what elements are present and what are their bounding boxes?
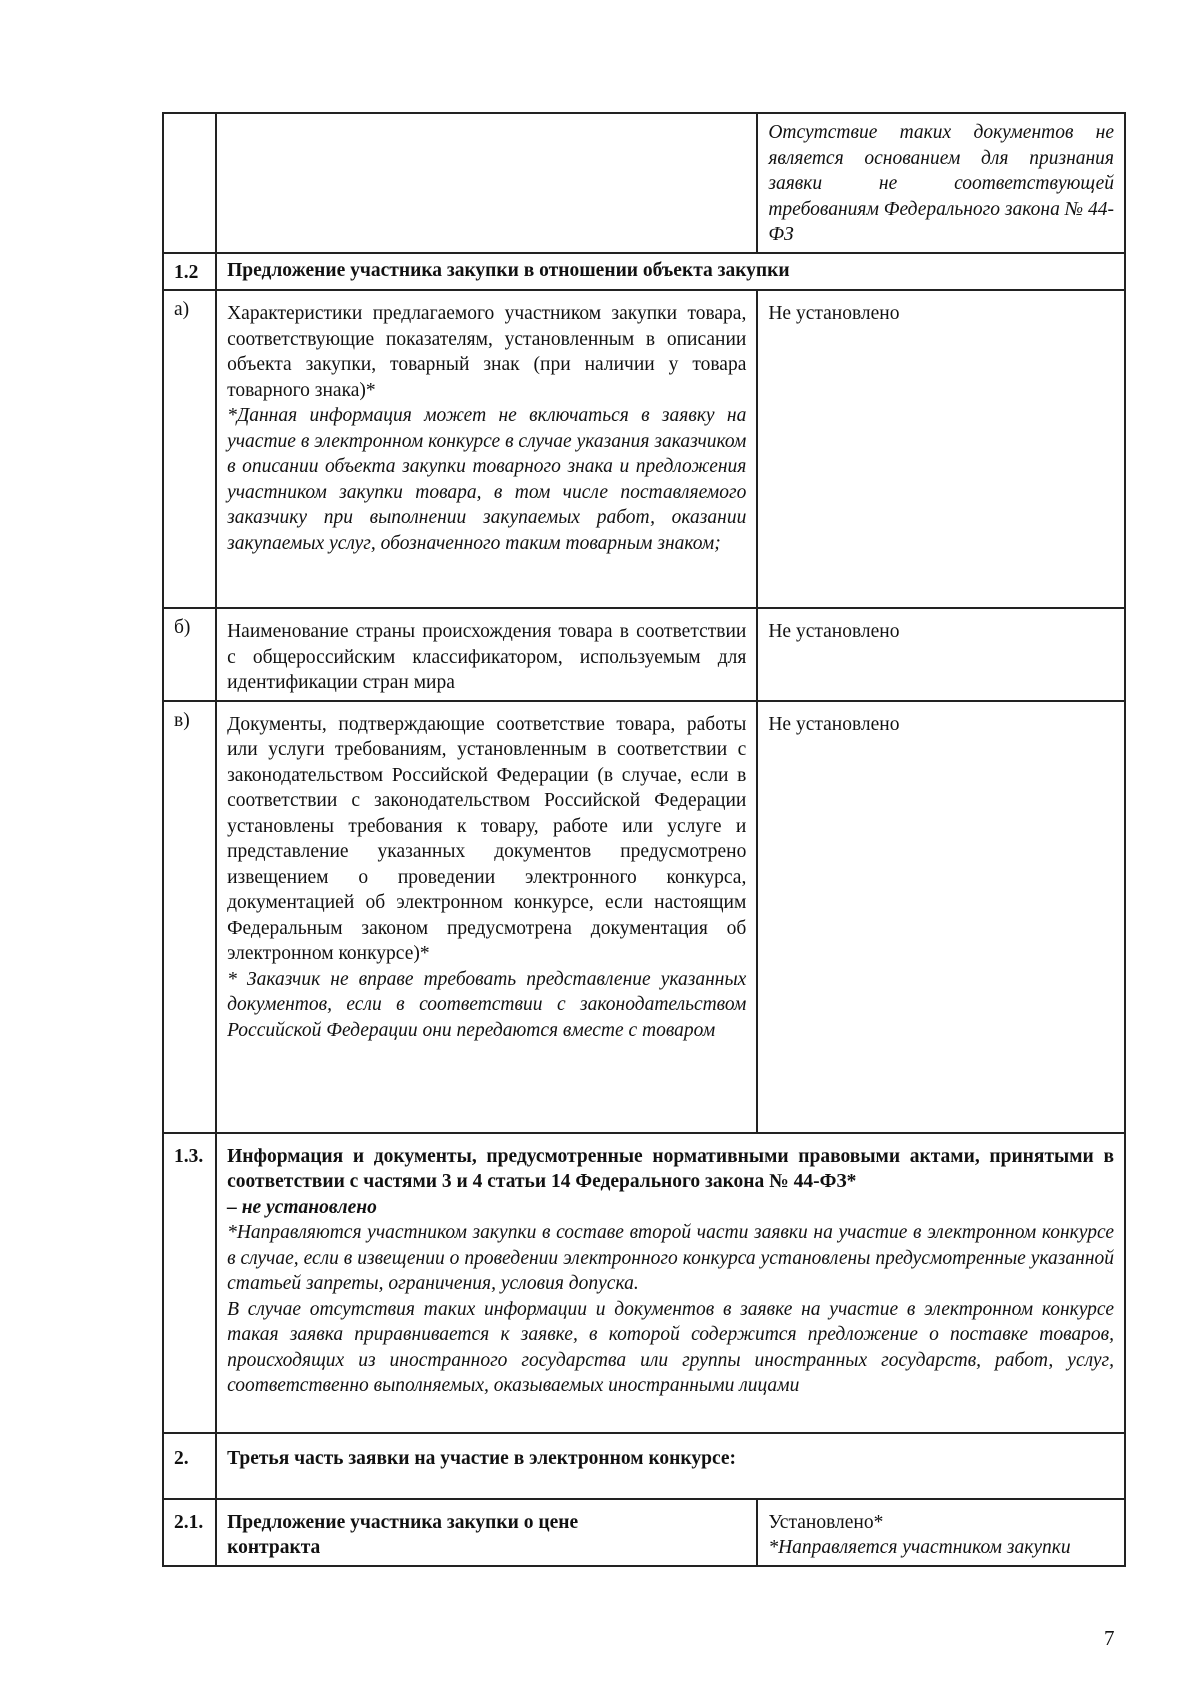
row-number: [163, 113, 216, 253]
section-title: Предложение участника закупки о цене контракта: [227, 1511, 579, 1558]
table-row: [163, 113, 1125, 253]
value-text: Установлено*: [768, 1511, 884, 1533]
section-note: В случае отсутствия таких информации и документов в заявке на участие в электронном конкурсе такая заявка приравнивается к заявке, в которой содержится предложение о поставке товаров, происходящих из иностранного государства или группы иностранных государств, работ, услуг, соответственно выполняемых, оказываемых иностранными лицами: [227, 1298, 1114, 1396]
description-text: Наименование страны происхождения товара в соответствии с общероссийским классификатором, используемым для идентификации стран мира: [227, 621, 747, 693]
description-text: Документы, подтверждающие соответствие товара, работы или услуги требованиям, установленным в соответствии с законодательством Российской Федерации (в случае, если в соответствии с законодательством Российской Федерации установлены требования к товару, работе или услуге и представление указанных документов предусмотрено извещением о проведении электронного конкурса, документацией об электронном конкурсе, если настоящим Федеральным законом предусмотрена документация об электронном конкурсе)*: [227, 713, 747, 964]
table-row: [163, 1133, 1125, 1433]
table-row: [163, 253, 1125, 291]
value-note: Отсутствие таких документов не является основанием для признания заявки не соответствующей требованиям Федерального закона № 44-ФЗ: [768, 122, 1114, 245]
table-row: [163, 1499, 1125, 1566]
row-description: [216, 701, 757, 1133]
row-title: [216, 253, 1125, 291]
table-row: [163, 608, 1125, 701]
row-value: [757, 608, 1125, 701]
description-note: *Данная информация может не включаться в заявку на участие в электронном конкурсе в случае указания заказчиком в описании объекта закупки товарного знака и предложения участником закупки товара, в том числе поставляемого заказчику при выполнении закупаемых работ, оказании закупаемых услуг, обозначенного таким товарным знаком;: [227, 405, 747, 554]
table-row: [163, 290, 1125, 608]
row-number: 2.1.: [163, 1499, 216, 1566]
row-description: [216, 1133, 1125, 1433]
table-row: [163, 701, 1125, 1133]
row-number: в): [163, 701, 216, 1133]
description-note: * Заказчик не вправе требовать представление указанных документов, если в соответствии с законодательством Российской Федерации они передаются вместе с товаром: [227, 968, 747, 1041]
row-number: 2.: [163, 1433, 216, 1499]
row-number: б): [163, 608, 216, 701]
row-number: а): [163, 290, 216, 608]
row-number: 1.2: [163, 253, 216, 291]
row-title: [216, 1433, 1125, 1499]
section-title: Предложение участника закупки в отношении объекта закупки: [227, 259, 790, 281]
table-row: [163, 1433, 1125, 1499]
row-description: [216, 113, 757, 253]
row-number: 1.3.: [163, 1133, 216, 1433]
row-value: [757, 701, 1125, 1133]
value-text: Не установлено: [768, 621, 900, 642]
requirements-table: [162, 112, 1126, 1567]
row-value: [757, 290, 1125, 608]
row-description: [216, 1499, 757, 1566]
row-description: [216, 608, 757, 701]
page-number: 7: [1104, 1626, 1115, 1650]
description-text: Характеристики предлагаемого участником закупки товара, соответствующие показателям, установленным в описании объекта закупки, товарный знак (при наличии у товара товарного знака)*: [227, 303, 747, 401]
value-text: Не установлено: [768, 713, 900, 735]
section-title: Третья часть заявки на участие в электронном конкурсе:: [227, 1447, 736, 1469]
row-value: [757, 113, 1125, 253]
row-value: [757, 1499, 1125, 1566]
section-note: *Направляются участником закупки в составе второй части заявки на участие в электронном конкурсе в случае, если в извещении о проведении электронного конкурса установлены предусмотренные указанной статьей запреты, ограничения, условия допуска.: [227, 1222, 1114, 1294]
value-note: *Направляется участником закупки: [768, 1537, 1071, 1558]
section-status: – не установлено: [227, 1196, 377, 1218]
section-title: Информация и документы, предусмотренные нормативными правовыми актами, принятыми в соответствии с частями 3 и 4 статьи 14 Федерального закона № 44-ФЗ*: [227, 1145, 1114, 1192]
value-text: Не установлено: [768, 303, 900, 324]
row-description: [216, 290, 757, 608]
